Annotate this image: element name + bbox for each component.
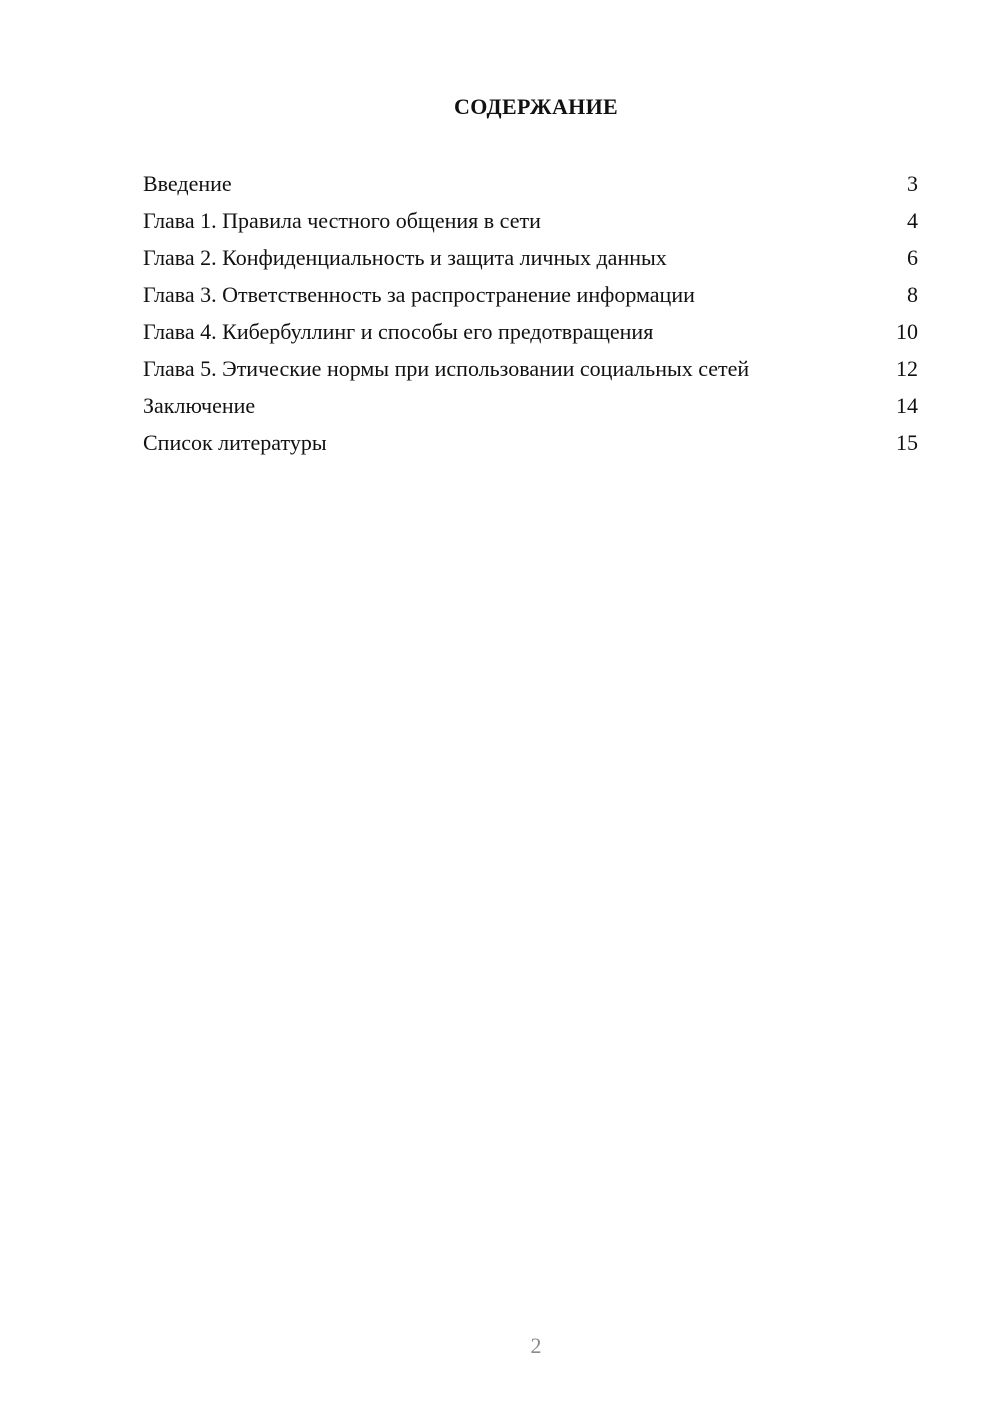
toc-entry-page: 3 [907,171,918,196]
toc-entry-label: Список литературы [143,430,327,455]
toc-entry-label: Глава 1. Правила честного общения в сети [143,208,541,233]
toc-entry-label: Глава 4. Кибербуллинг и способы его предотвращения [143,319,654,344]
toc-entry-conclusion[interactable] [143,392,918,420]
toc-entry-chapter-5[interactable] [143,355,918,383]
toc-title: СОДЕРЖАНИЕ [454,94,618,119]
page-number: 2 [530,1333,542,1358]
toc-entry-page: 15 [896,430,918,455]
toc-entry-label: Глава 2. Конфиденциальность и защита личных данных [143,245,667,270]
toc-entry-page: 4 [907,208,918,233]
toc-entry-page: 14 [896,393,918,418]
toc-entry-label: Введение [143,171,232,196]
toc-entry-bibliography[interactable] [143,429,918,457]
toc-entry-chapter-3[interactable] [143,281,918,309]
toc-list [143,170,918,466]
toc-entry-chapter-4[interactable] [143,318,918,346]
toc-entry-page: 8 [907,282,918,307]
toc-entry-chapter-2[interactable] [143,244,918,272]
toc-entry-label: Глава 3. Ответственность за распространение информации [143,282,695,307]
toc-entry-page: 12 [896,356,918,381]
toc-entry-page: 6 [907,245,918,270]
toc-entry-page: 10 [896,319,918,344]
toc-entry-chapter-1[interactable] [143,207,918,235]
toc-entry-introduction[interactable] [143,170,918,198]
toc-entry-label: Глава 5. Этические нормы при использовании социальных сетей [143,356,750,381]
toc-entry-label: Заключение [143,393,256,418]
